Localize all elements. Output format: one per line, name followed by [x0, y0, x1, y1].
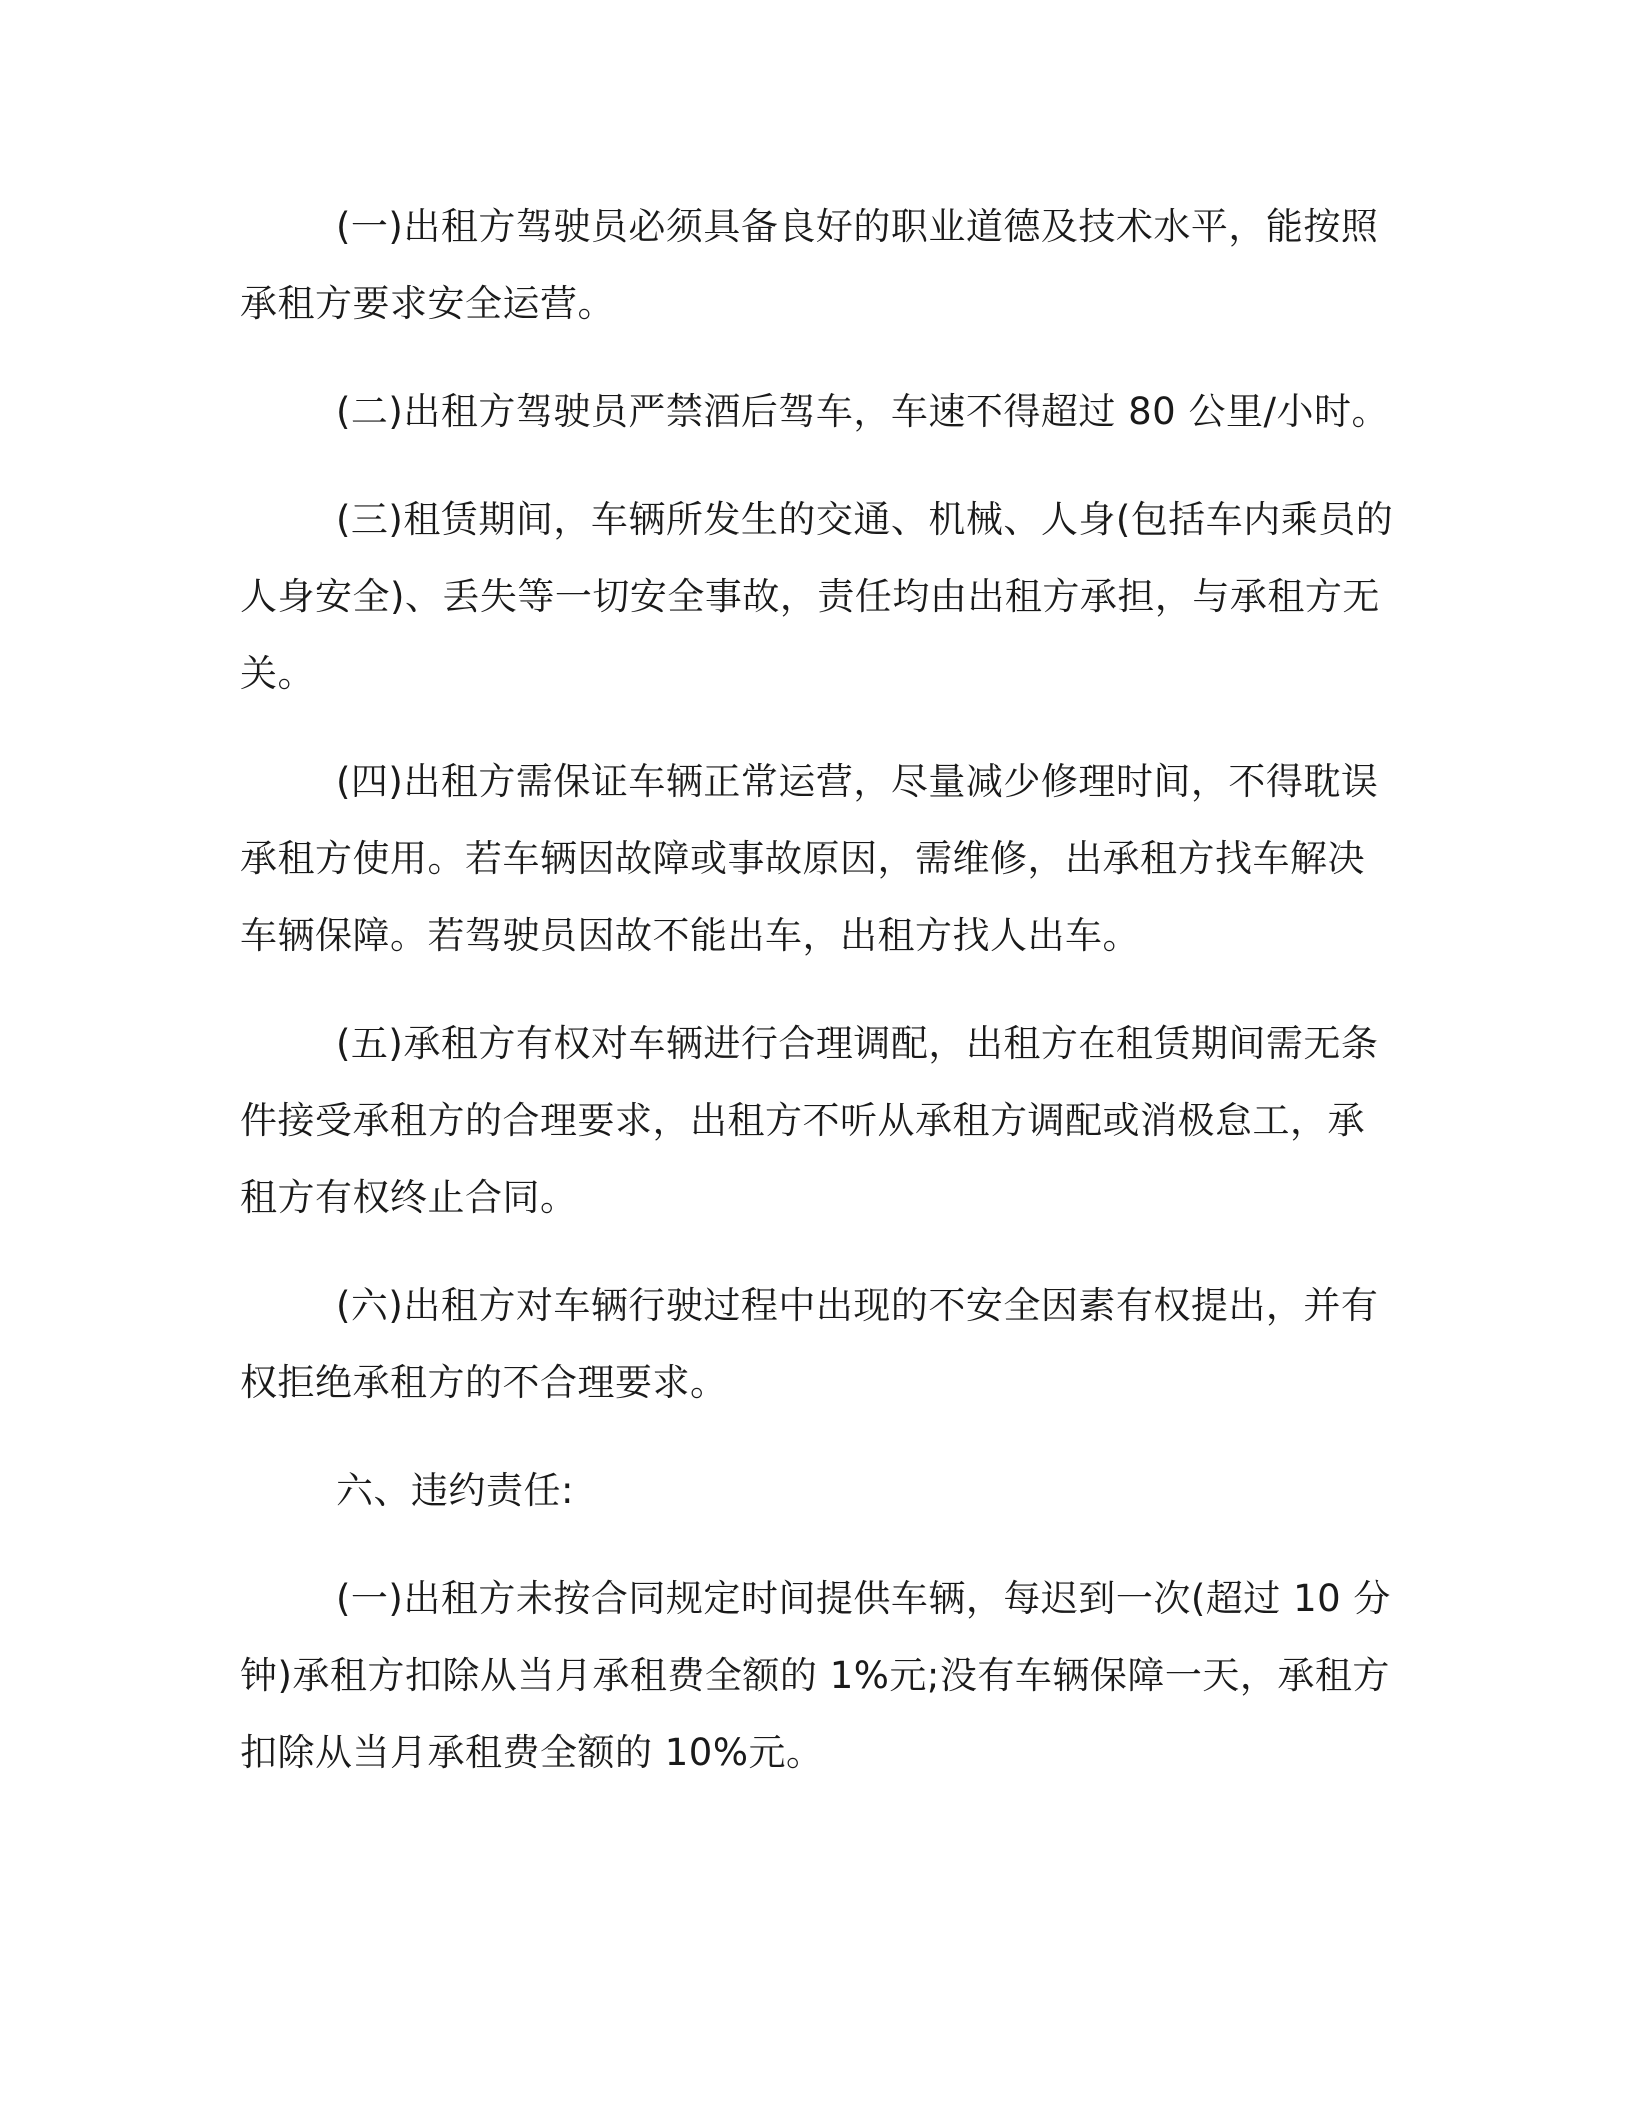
- text-line: 车辆保障。若驾驶员因故不能出车，出租方找人出车。: [240, 914, 1140, 957]
- document-body: [240, 188, 1394, 1791]
- section-heading: 六、违约责任:: [336, 1469, 574, 1512]
- paragraph-accident-liability: [240, 481, 1394, 712]
- paragraph-late-penalty: [240, 1560, 1390, 1791]
- text-line: (一)出租方驾驶员必须具备良好的职业道德及技术水平，能按照: [336, 205, 1379, 248]
- text-line: 关。: [240, 652, 315, 695]
- text-line: (二)出租方驾驶员严禁酒后驾车，车速不得超过 80 公里/小时。: [336, 390, 1389, 433]
- text-line: 承租方要求安全运营。: [240, 282, 615, 325]
- paragraph-vehicle-operation: [240, 743, 1390, 974]
- text-line: 件接受承租方的合理要求，出租方不听从承租方调配或消极怠工，承: [240, 1099, 1365, 1142]
- paragraph-safety-objection: [240, 1267, 1390, 1421]
- text-line: (四)出租方需保证车辆正常运营，尽量减少修理时间，不得耽误: [336, 760, 1379, 803]
- text-line: (三)租赁期间，车辆所发生的交通、机械、人身(包括车内乘员的: [336, 498, 1394, 541]
- text-line: 扣除从当月承租费全额的 10%元。: [240, 1731, 824, 1774]
- text-line: 钟)承租方扣除从当月承租费全额的 1%元;没有车辆保障一天，承租方: [240, 1654, 1390, 1697]
- paragraph-no-drunk-driving: [240, 373, 1390, 450]
- text-line: (一)出租方未按合同规定时间提供车辆，每迟到一次(超过 10 分: [336, 1577, 1391, 1620]
- paragraph-driver-ethics: [240, 188, 1390, 342]
- text-line: 人身安全)、丢失等一切安全事故，责任均由出租方承担，与承租方无: [240, 575, 1380, 618]
- paragraph-vehicle-allocation: [240, 1005, 1390, 1236]
- section-heading-breach-liability: [240, 1452, 1390, 1529]
- text-line: 承租方使用。若车辆因故障或事故原因，需维修，出承租方找车解决: [240, 837, 1365, 880]
- text-line: (五)承租方有权对车辆进行合理调配，出租方在租赁期间需无条: [336, 1022, 1379, 1065]
- text-line: (六)出租方对车辆行驶过程中出现的不安全因素有权提出，并有: [336, 1284, 1379, 1327]
- text-line: 租方有权终止合同。: [240, 1176, 578, 1219]
- text-line: 权拒绝承租方的不合理要求。: [240, 1361, 728, 1404]
